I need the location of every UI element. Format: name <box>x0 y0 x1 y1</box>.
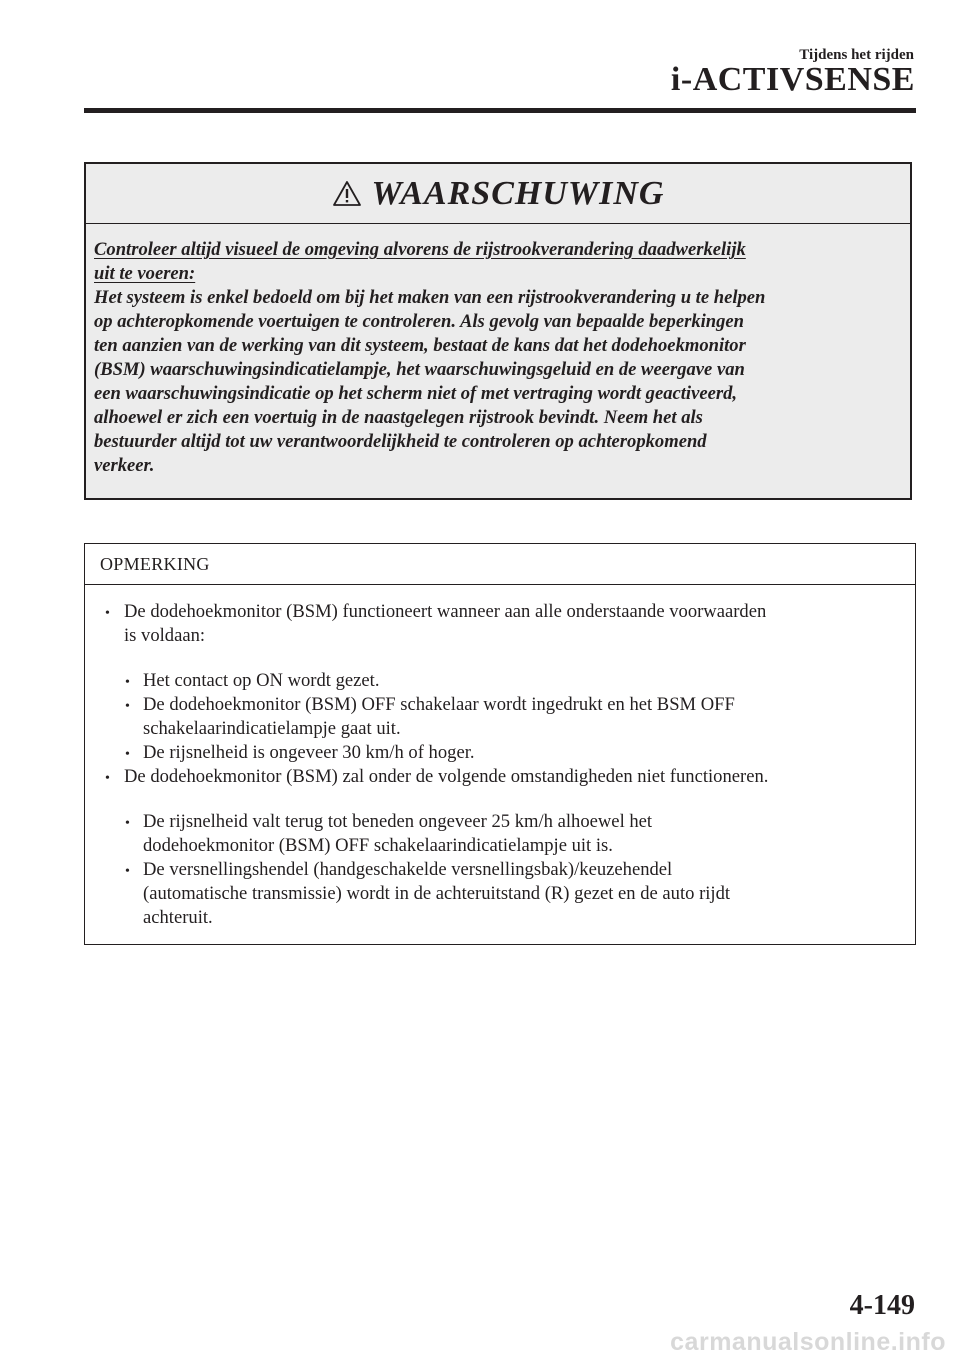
note-item-line: is voldaan: <box>124 625 206 646</box>
warning-heading-line: uit te voeren: <box>94 263 196 284</box>
warning-title: WAARSCHUWING <box>371 174 665 212</box>
warning-text <box>86 224 910 478</box>
warning-body-line: bestuurder altijd tot uw verantwoordelijkheid te controleren op achteropkomend <box>94 431 707 452</box>
warning-body-line: (BSM) waarschuwingsindicatielampje, het waarschuwingsgeluid en de weergave van <box>94 359 745 380</box>
bullet: • <box>125 747 130 762</box>
note-item-line: dodehoekmonitor (BSM) OFF schakelaarindicatielampje uit is. <box>143 835 613 856</box>
page-number: 4-149 <box>849 1290 915 1321</box>
note-item-line: (automatische transmissie) wordt in de achteruitstand (R) gezet en de auto rijdt <box>143 883 731 904</box>
note-item-line: De versnellingshendel (handgeschakelde versnellingsbak)/keuzehendel <box>143 859 673 880</box>
section-label: Tijdens het rijden <box>799 47 914 63</box>
watermark: carmanualsonline.info <box>670 1328 946 1356</box>
bullet: • <box>105 606 110 621</box>
warning-body-line: alhoewel er zich een voertuig in de naastgelegen rijstrook bevindt. Neem het als <box>94 407 703 428</box>
note-item-line: Het contact op ON wordt gezet. <box>143 670 380 691</box>
note-item-line: De dodehoekmonitor (BSM) zal onder de volgende omstandigheden niet functioneren. <box>124 766 769 787</box>
warning-header <box>86 164 910 224</box>
chapter-title: i-ACTIVSENSE <box>670 61 915 98</box>
bullet: • <box>125 699 130 714</box>
warning-body-line: Het systeem is enkel bedoeld om bij het maken van een rijstrookverandering u te helpen <box>94 287 766 308</box>
bullet: • <box>125 675 130 690</box>
note-item-line: De rijsnelheid valt terug tot beneden ongeveer 25 km/h alhoewel het <box>143 811 653 832</box>
note-title: OPMERKING <box>85 544 915 585</box>
note-item-line: De dodehoekmonitor (BSM) functioneert wanneer aan alle onderstaande voorwaarden <box>124 601 767 622</box>
bullet: • <box>105 771 110 786</box>
note-item-line: schakelaarindicatielampje gaat uit. <box>143 718 401 739</box>
bullet: • <box>125 816 130 831</box>
note-item-line: De rijsnelheid is ongeveer 30 km/h of hoger. <box>143 742 475 763</box>
warning-body-line: verkeer. <box>94 455 155 476</box>
note-item-line: De dodehoekmonitor (BSM) OFF schakelaar wordt ingedrukt en het BSM OFF <box>143 694 735 715</box>
header-divider <box>84 108 916 113</box>
warning-body-line: op achteropkomende voertuigen te controleren. Als gevolg van bepaalde beperkingen <box>94 311 745 332</box>
note-box <box>84 543 916 945</box>
warning-heading-line: Controleer altijd visueel de omgeving alvorens de rijstrookverandering daadwerkelijk <box>94 239 746 260</box>
warning-triangle-icon <box>332 180 362 207</box>
warning-box <box>84 162 912 500</box>
warning-body-line: een waarschuwingsindicatie op het scherm niet of met vertraging wordt geactiveerd, <box>94 383 738 404</box>
warning-body-line: ten aanzien van de werking van dit systeem, bestaat de kans dat het dodehoekmonitor <box>94 335 746 356</box>
bullet: • <box>125 864 130 879</box>
note-item-line: achteruit. <box>143 907 213 928</box>
